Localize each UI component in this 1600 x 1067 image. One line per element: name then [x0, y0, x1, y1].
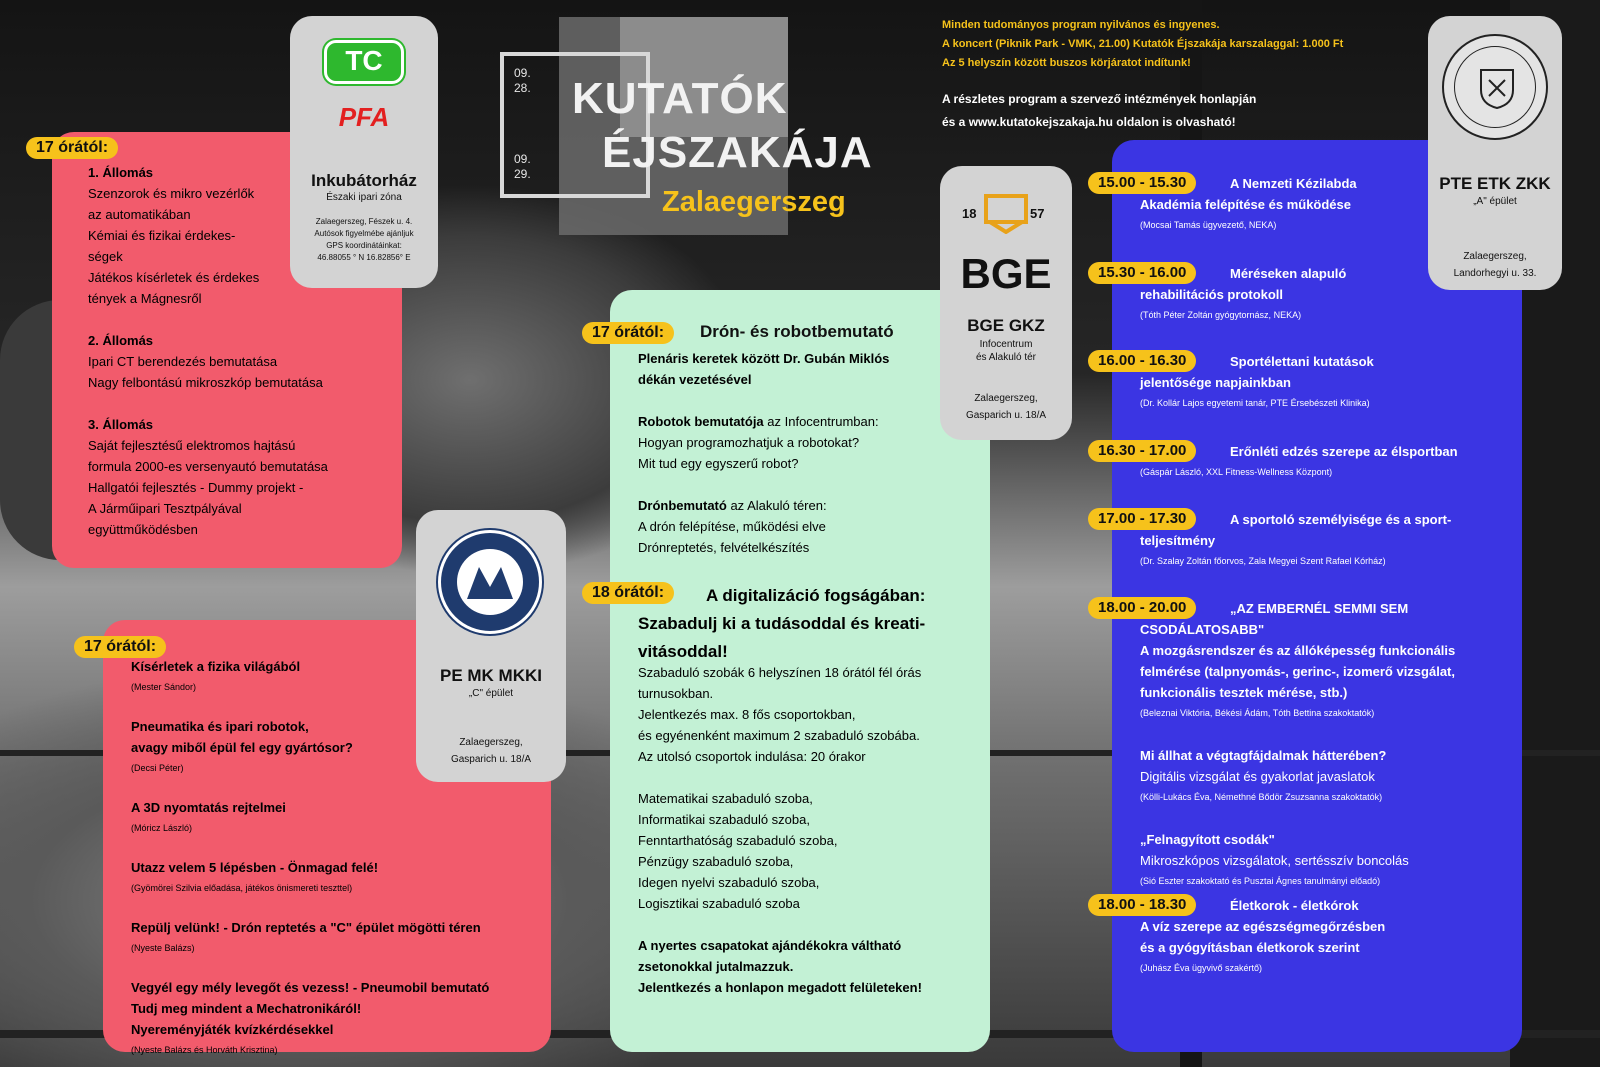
time-badge: 16.00 - 16.30 [1088, 350, 1196, 372]
pemk-location-card [416, 510, 566, 782]
university-seal-icon [1442, 34, 1548, 140]
top-info: A részletes program a szervező intézmények honlapján és a www.kutatokejszakaja.hu oldalon is olvasható! [942, 92, 1257, 129]
location-address: Zalaegerszeg, Gasparich u. 18/A [965, 393, 1047, 421]
pfa-logo: PFA [338, 102, 390, 132]
date-start: 09. 28. [514, 66, 531, 95]
session-item: Életkorok - életkórok A víz szerepe az egészségmegőrzésben és a gyógyításban életkorok szerint (Juhász Éva ügyvivő szakértő) [1140, 898, 1386, 973]
top-notes: Minden tudományos program nyilvános és ingyenes. A koncert (Piknik Park - VMK, 21.00) Kutatók Éjszakája karszalaggal: 1.000 Ft Az 5 helyszín között buszos körjáratot indítunk! [942, 19, 1344, 69]
session-item: Erőnléti edzés szerepe az élsportban (Gáspár László, XXL Fitness-Wellness Központ) [1140, 444, 1458, 477]
logo-title-line2: ÉJSZAKÁJA [602, 128, 873, 177]
location-name: Inkubátorház [311, 171, 417, 190]
location-name: PE MK MKKI [440, 666, 542, 685]
tc-logo: TC [324, 40, 404, 84]
location-address: Zalaegerszeg, Fészek u. 4. Autósok figyelmébe ajánljuk GPS koordinátáinkat: 46.88055 ° N 16.82856° E [314, 217, 414, 262]
session-item: Méréseken alapuló rehabilitációs protokoll (Tóth Péter Zoltán gyógytornász, NEKA) [1140, 266, 1347, 320]
bge-program: Plenáris keretek között Dr. Gubán Miklós dékán vezetésével Robotok bemutatója az Infocentrumban: Hogyan programozhatjuk a robotokat? Mit tud egy egyszerű robot? Drónbemutató az Alakuló téren: A drón felépítése, működési elve Drónreptetés, felvételkészítés [638, 351, 890, 555]
bge-location-card [940, 166, 1072, 440]
location-sub: Északi ipari zóna [326, 192, 402, 203]
time-badge: 15.00 - 15.30 [1088, 172, 1196, 194]
bge-program-title: Drón- és robotbemutató [700, 322, 894, 341]
location-sub: „C" épület [468, 688, 514, 699]
bge-year-right: 57 [1030, 206, 1045, 221]
location-sub: „A" épület [1473, 196, 1517, 207]
pte-location-card [1428, 16, 1562, 290]
pemk-program: Kísérletek a fizika világából (Mester Sándor) Pneumatika és ipari robotok, avagy miből épül fel egy gyártósor? (Decsi Péter) A 3D nyomtatás rejtelmei (Móricz László) Utazz velem 5 lépésben - Önmagad felé! (Gyömörei Szilvia előadása, játékos önismereti teszttel) Repülj velünk! - Drón reptetés a "C" épület mögötti téren (Nyeste Balázs) Vegyél egy mély levegőt és vezess! - Pneumobil bemutató Tudj meg mindent a Mechatronikáról! Nyereményjáték kvízkérdésekkel (Nyeste Balázs és Horváth Krisztina) [131, 659, 490, 1055]
pemk-emblem-icon [438, 530, 542, 634]
session-item: „AZ EMBERNÉL SEMMI SEM CSODÁLATOSABB" A mozgásrendszer és az állóképesség funkcionális felmérése (talpnyomás-, gerinc-, izomerő vizsgálat, funkcionális tesztek mérése, stb.) (Beleznai Viktória, Békési Ádám, Tóth Bettina szakoktatók) Mi állhat a végtagfájdalmak hátterében? Digitális vizsgálat és gyakorlat javaslatok (Kölli-Lukács Éva, Némethné Bődör Zsuzsanna szakoktatók) „Felnagyított csodák" Mikroszkópos vizsgálatok, sertésszív boncolás (Sió Eszter szakoktató és Pusztai Ágnes tanulmányi előadó) [1140, 601, 1456, 886]
time-badge: 18.00 - 20.00 [1088, 597, 1196, 619]
time-badge: 17 órától: [74, 636, 166, 658]
session-item: Sportélettani kutatások jelentősége napjainkban (Dr. Kollár Lajos egyetemi tanár, PTE Érsebészeti Klinika) [1140, 354, 1374, 408]
bge-logo: BGE [960, 250, 1052, 297]
time-badge: 16.30 - 17.00 [1088, 440, 1196, 462]
time-badge: 17 órától: [582, 322, 674, 344]
date-end: 09. 29. [514, 152, 531, 181]
logo-title-line1: KUTATÓK [572, 74, 788, 123]
location-sub: Infocentrum és Alakuló tér [975, 339, 1037, 363]
location-address: Zalaegerszeg, Gasparich u. 18/A [450, 737, 532, 765]
location-name: PTE ETK ZKK [1439, 174, 1551, 193]
bge-year-left: 18 [962, 206, 977, 221]
bge-logo-icon [982, 194, 1030, 234]
time-badge: 17.00 - 17.30 [1088, 508, 1196, 530]
session-item: A sportoló személyisége és a sport- teljesítmény (Dr. Szalay Zoltán főorvos, Zala Megyei Szent Rafael Kórház) [1140, 512, 1452, 566]
location-name: BGE GKZ [967, 316, 1045, 335]
time-badge: 18.00 - 18.30 [1088, 894, 1196, 916]
time-badge: 18 órától: [582, 582, 674, 604]
time-badge: 15.30 - 16.00 [1088, 262, 1196, 284]
inkubator-location-card [290, 16, 438, 288]
location-address: Zalaegerszeg, Landorhegyi u. 33. [1453, 251, 1537, 279]
inkubator-program: 1. Állomás Szenzorok és mikro vezérlők az automatikában Kémiai és fizikai érdekes- ségek Játékos kísérletek és érdekes tények a Mágnesről 2. Állomás Ipari CT berendezés bemutatása Nagy felbontású mikroszkóp bemutatása 3. Állomás Saját fejlesztésű elektromos hajtású formula 2000-es versenyautó bemutatása Hallgatói fejlesztés - Dummy projekt - A Járműipari Tesztpályával együttműködésben [88, 165, 328, 537]
session-item: A Nemzeti Kézilabda Akadémia felépítése és működése (Mocsai Tamás ügyvezető, NEKA) [1140, 176, 1357, 230]
escape-program: Szabaduló szobák 6 helyszínen 18 órától fél órás turnusokban. Jelentkezés max. 8 fős csoportokban, és egyénenként maximum 2 szabaduló szobába. Az utolsó csoportok indulása: 20 órakor Matematikai szabaduló szoba, Informatikai szabaduló szoba, Fenntarthatóság szabaduló szoba, Pénzügy szabaduló szoba, Idegen nyelvi szabaduló szoba, Logisztikai szabaduló szoba A nyertes csapatokat ajándékokra váltható zsetonokkal jutalmazzuk. Jelentkezés a honlapon megadott felületeken! [638, 665, 922, 995]
time-badge: 17 órától: [26, 137, 118, 159]
escape-title: A digitalizáció fogságában: Szabadulj ki a tudásoddal és kreati- vitásoddal! [638, 586, 926, 661]
logo-city: Zalaegerszeg [662, 186, 846, 218]
